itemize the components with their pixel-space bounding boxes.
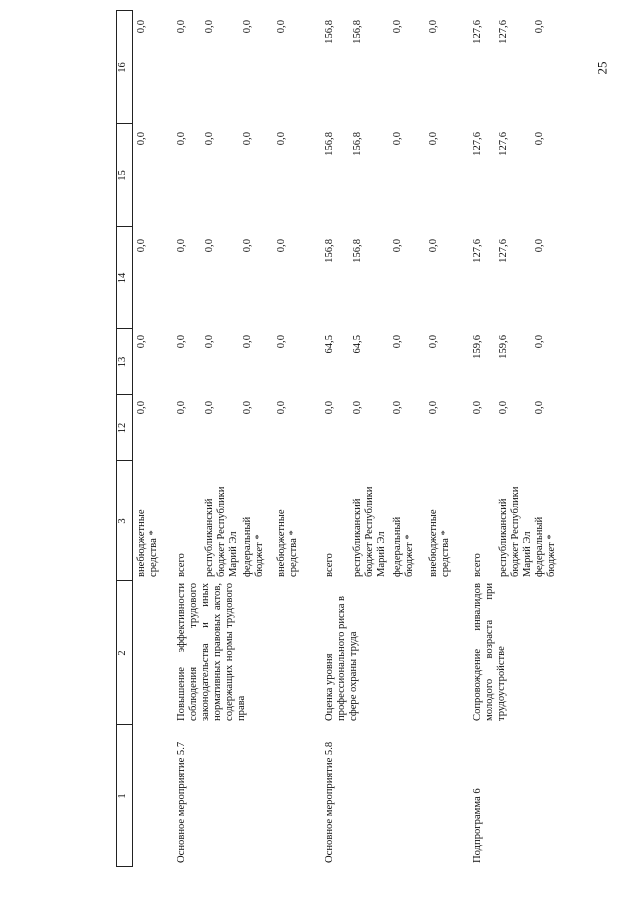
value-col-13: 64,5 [352,335,363,354]
value-col-12: 0,0 [392,401,403,415]
value-col-14: 127,6 [472,239,483,263]
value-col-14: 0,0 [136,239,147,253]
entity-label: Основное мероприятие 5.8 [324,741,335,863]
value-col-12: 0,0 [204,401,215,415]
value-col-15: 0,0 [428,132,439,146]
value-col-15: 0,0 [176,132,187,146]
value-col-14: 0,0 [204,239,215,253]
value-col-16: 127,6 [472,20,483,44]
header-bottom-border [132,10,133,867]
column-header: 13 [117,356,128,368]
value-col-15: 127,6 [472,132,483,156]
value-col-15: 0,0 [392,132,403,146]
value-col-15: 0,0 [136,132,147,146]
value-col-12: 0,0 [472,401,483,415]
value-col-12: 0,0 [324,401,335,415]
value-col-16: 0,0 [392,20,403,34]
value-col-13: 0,0 [204,335,215,349]
value-col-13: 0,0 [428,335,439,349]
value-col-14: 0,0 [428,239,439,253]
value-col-14: 0,0 [392,239,403,253]
value-col-13: 0,0 [136,335,147,349]
value-col-15: 156,8 [352,132,363,156]
value-col-14: 0,0 [242,239,253,253]
funding-source: всего [324,553,335,577]
value-col-12: 0,0 [136,401,147,415]
value-col-13: 0,0 [276,335,287,349]
value-col-13: 0,0 [176,335,187,349]
value-col-16: 156,8 [352,20,363,44]
value-col-16: 0,0 [136,20,147,34]
value-col-16: 0,0 [534,20,545,34]
value-col-16: 0,0 [204,20,215,34]
value-col-16: 0,0 [428,20,439,34]
column-header: 2 [117,650,128,656]
value-col-13: 0,0 [534,335,545,349]
funding-source: федеральный бюджет * [534,516,557,577]
entity-label: Подпрограмма 6 [472,788,483,863]
value-col-14: 0,0 [534,239,545,253]
funding-source: федеральный бюджет * [392,516,415,577]
value-col-15: 0,0 [276,132,287,146]
value-col-15: 0,0 [204,132,215,146]
column-header: 12 [117,422,128,434]
funding-source: всего [472,553,483,577]
value-col-16: 0,0 [242,20,253,34]
value-col-13: 0,0 [242,335,253,349]
value-col-16: 0,0 [276,20,287,34]
activity-description: Оценка уровня профессионального риска в сфере охраны труда [324,595,359,721]
column-header: 14 [117,272,128,284]
value-col-12: 0,0 [534,401,545,415]
value-col-13: 159,6 [472,335,483,359]
funding-source: федеральный бюджет * [242,516,265,577]
value-col-15: 156,8 [324,132,335,156]
entity-label: Основное мероприятие 5.7 [176,741,187,863]
value-col-16: 127,6 [498,20,509,44]
value-col-12: 0,0 [352,401,363,415]
page-number: 25 [594,61,610,75]
value-col-14: 127,6 [498,239,509,263]
column-header: 16 [117,62,128,73]
value-col-13: 0,0 [392,335,403,349]
column-header: 15 [117,170,128,181]
funding-source: внебюджетные средства * [276,509,299,577]
value-col-14: 0,0 [276,239,287,253]
value-col-14: 0,0 [176,239,187,253]
value-col-12: 0,0 [498,401,509,415]
value-col-12: 0,0 [242,401,253,415]
value-col-12: 0,0 [176,401,187,415]
funding-source: внебюджетные средства * [136,509,159,577]
value-col-12: 0,0 [276,401,287,415]
funding-source: всего [176,553,187,577]
column-header: 1 [117,793,128,799]
value-col-15: 127,6 [498,132,509,156]
activity-description: Повышение эффективности соблюдения трудового законодательства и иных нормативных правовых актов, содержащих нормы трудового права [176,583,247,721]
value-col-16: 0,0 [176,20,187,34]
value-col-16: 156,8 [324,20,335,44]
value-col-14: 156,8 [352,239,363,263]
value-col-14: 156,8 [324,239,335,263]
value-col-15: 0,0 [534,132,545,146]
value-col-12: 0,0 [428,401,439,415]
value-col-13: 159,6 [498,335,509,359]
funding-source: республиканский бюджет Республики Марий Эл [204,486,239,577]
value-col-13: 64,5 [324,335,335,354]
column-header: 3 [117,518,128,524]
activity-description: Сопровождение инвалидов молодого возраста при трудоустройстве [472,583,507,721]
budget-table [116,10,559,867]
value-col-15: 0,0 [242,132,253,146]
funding-source: республиканский бюджет Республики Марий Эл [352,486,387,577]
funding-source: внебюджетные средства * [428,509,451,577]
funding-source: республиканский бюджет Республики Марий Эл [498,486,533,577]
